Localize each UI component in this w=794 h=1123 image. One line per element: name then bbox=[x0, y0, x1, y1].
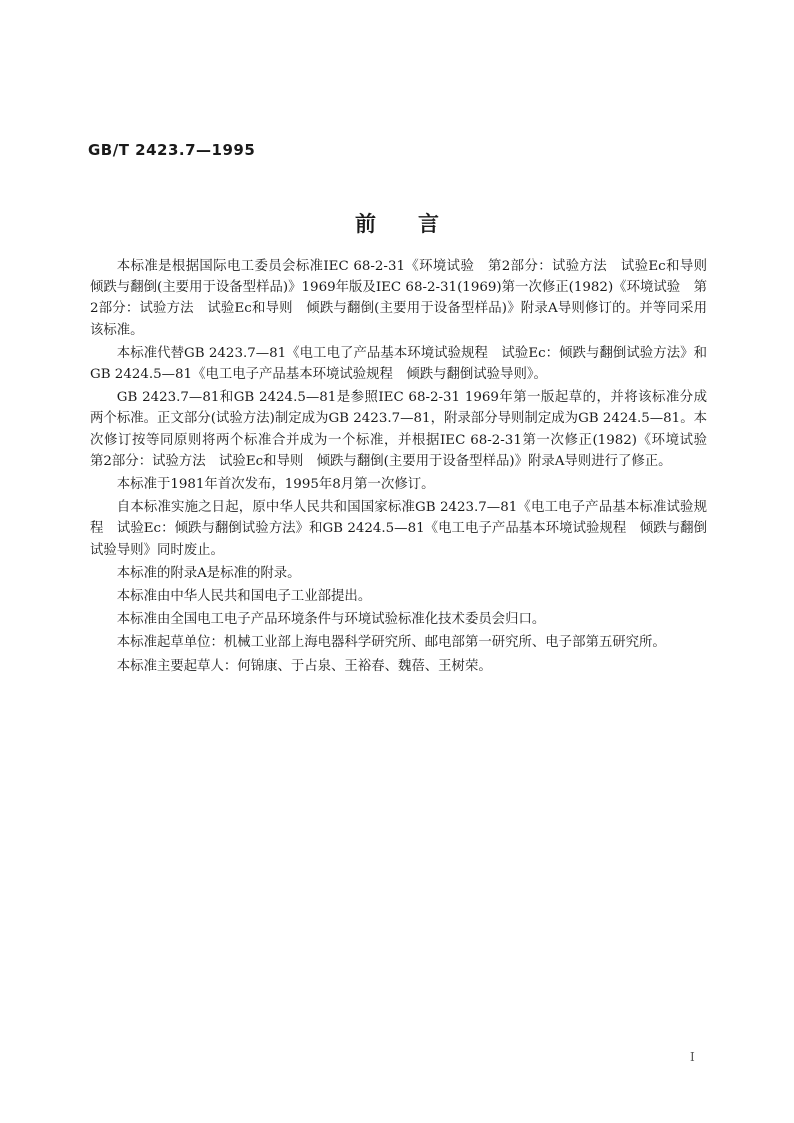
paragraph: 本标准由全国电工电子产品环境条件与环境试验标准化技术委员会归口。 bbox=[116, 612, 546, 628]
paragraph: 本标准由中华人民共和国电子工业部提出。 bbox=[116, 589, 372, 605]
page-title: 前言 bbox=[355, 212, 481, 236]
paragraph: 本标准于1981年首次发布，1995年8月第一次修订。 bbox=[116, 477, 435, 493]
paragraph: 本标准起草单位：机械工业部上海电器科学研究所、邮电部第一研究所、电子部第五研究所。 bbox=[116, 635, 666, 651]
paragraph: GB 2423.7—81和GB 2424.5—81是参照IEC 68-2-31 1969年第一版起草的，并将该标准分成两个标准。正文部分(试验方法)制定成为GB 2423.7—81，附录部分导则制定成为GB 2424.5—81。本次修订按等同原则将两个标准合并成为一个标准，并根据IEC 68-2-31第一次修正(1982)《环境试验 第2部分：试验方法 试验Ec和导则 倾跌与翻倒(主要用于设备型样品)》附录A导则进行了修正。 bbox=[90, 390, 721, 469]
paragraph: 本标准主要起草人：何锦康、于占泉、王裕春、魏蓓、王树荣。 bbox=[116, 658, 492, 674]
preface-body bbox=[90, 256, 721, 679]
paragraph: 自本标准实施之日起，原中华人民共和国国家标准GB 2423.7—81《电工电子产品基本标准试验规程 试验Ec：倾跌与翻倒试验方法》和GB 2424.5—81《电工电子产品基本环境试验规程 倾跌与翻倒试验导则》同时废止。 bbox=[90, 500, 707, 558]
page-number: I bbox=[690, 1050, 695, 1064]
paragraph: 本标准的附录A是标准的附录。 bbox=[116, 565, 301, 581]
paragraph: 本标准代替GB 2423.7—81《电工电了产品基本环境试验规程 试验Ec：倾跌与翻倒试验方法》和GB 2424.5—81《电工电子产品基本环境试验规程 倾跌与翻倒试验导则》。 bbox=[90, 345, 707, 383]
document-code: GB/T 2423.7—1995 bbox=[88, 141, 256, 159]
paragraph: 本标准是根据国际电工委员会标准IEC 68-2-31《环境试验 第2部分：试验方法 试验Ec和导则 倾跌与翻倒(主要用于设备型样品)》1969年版及IEC 68-2-31(1969)第一次修正(1982)《环境试验 第2部分：试验方法 试验Ec和导则 倾跌与翻倒(主要用于设备型样品)》附录A导则修订的。并等同采用该标准。 bbox=[90, 259, 721, 338]
